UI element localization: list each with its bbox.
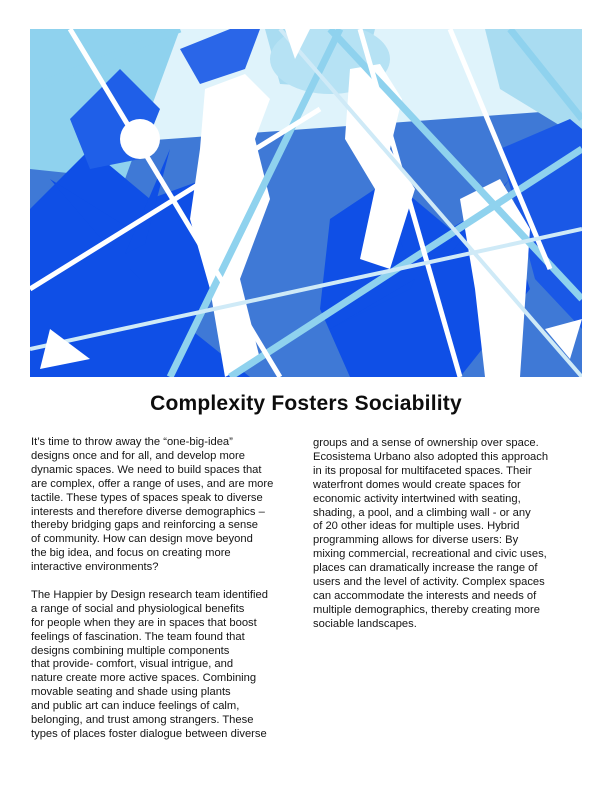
text-line: and public art can induce feelings of calm, bbox=[31, 700, 240, 713]
text-line: movable seating and shade using plants bbox=[31, 686, 231, 699]
text-line: It’s time to throw away the “one-big-idea” bbox=[31, 436, 233, 448]
text-line: programming allows for diverse users: By bbox=[313, 534, 519, 547]
text-line: dynamic spaces. We need to build spaces that bbox=[31, 463, 262, 476]
abstract-blue-collage bbox=[30, 29, 582, 377]
right-column bbox=[313, 437, 585, 632]
text-line: belonging, and trust among strangers. These bbox=[31, 714, 254, 727]
text-line: types of places foster dialogue between diverse bbox=[31, 728, 267, 741]
left-column bbox=[31, 436, 307, 742]
text-line: Ecosistema Urbano also adopted this approach bbox=[313, 450, 549, 463]
text-line: the big idea, and focus on creating more bbox=[31, 547, 231, 560]
paragraph-research bbox=[31, 589, 307, 742]
text-line: can accommodate the interests and needs of bbox=[313, 589, 537, 602]
text-line: designs once and for all, and develop more bbox=[31, 449, 245, 462]
text-line: sociable landscapes. bbox=[313, 617, 417, 630]
text-line: waterfront domes would create spaces for bbox=[313, 478, 521, 491]
text-line: of community. How can design move beyond bbox=[31, 533, 253, 546]
text-line: users and the level of activity. Complex spaces bbox=[313, 576, 545, 589]
text-line: interests and therefore diverse demographics – bbox=[31, 505, 265, 518]
text-line: for people when they are in spaces that boost bbox=[31, 616, 257, 629]
text-line: feelings of fascination. The team found that bbox=[31, 630, 245, 643]
paragraph-continuation bbox=[313, 437, 585, 632]
text-line: a range of social and physiological benefits bbox=[31, 602, 245, 615]
text-line: of 20 other ideas for multiple uses. Hybrid bbox=[313, 520, 520, 533]
text-line: thereby bridging gaps and reinforcing a sense bbox=[31, 519, 259, 532]
paragraph-intro bbox=[31, 436, 307, 575]
text-line: mixing commercial, recreational and civic uses, bbox=[313, 548, 547, 561]
article-title: Complexity Fosters Sociability bbox=[150, 392, 462, 415]
text-line: tactile. These types of spaces speak to diverse bbox=[31, 491, 263, 504]
text-line: that provide- comfort, visual intrigue, and bbox=[31, 658, 234, 671]
text-line: multiple demographics, thereby creating more bbox=[313, 603, 540, 616]
text-line: in its proposal for multifaceted spaces. Their bbox=[313, 464, 532, 477]
text-line: places can dramatically increase the range of bbox=[313, 562, 538, 575]
text-line: designs combining multiple components bbox=[31, 644, 230, 657]
text-line: nature create more active spaces. Combining bbox=[31, 672, 257, 685]
text-line: economic activity intertwined with seating, bbox=[313, 492, 521, 505]
text-line: shading, a pool, and a climbing wall - or any bbox=[313, 506, 531, 519]
hero-illustration bbox=[30, 29, 582, 377]
text-line: The Happier by Design research team identified bbox=[31, 588, 268, 601]
text-line: groups and a sense of ownership over space. bbox=[313, 437, 539, 449]
text-line: interactive environments? bbox=[31, 561, 159, 574]
text-line: are complex, offer a range of uses, and are more bbox=[31, 477, 274, 490]
